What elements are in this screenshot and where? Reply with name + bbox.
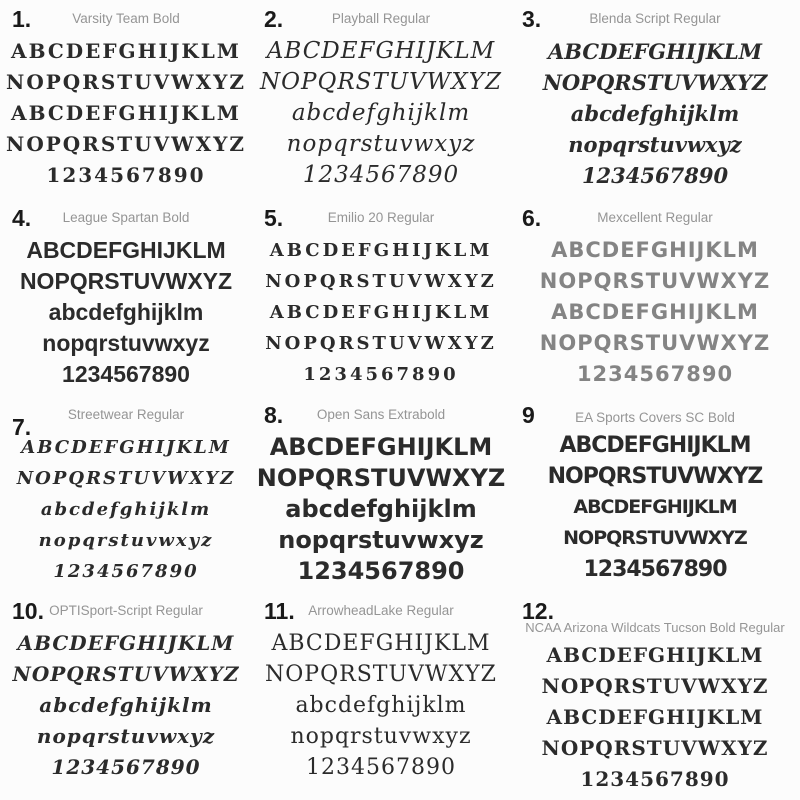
font-number: 3. bbox=[522, 6, 542, 32]
font-name-label: NCAA Arizona Wildcats Tucson Bold Regular bbox=[525, 620, 785, 635]
specimen-lines bbox=[4, 626, 248, 783]
font-cell-emilio-20 bbox=[252, 199, 510, 396]
specimen-line-lowercase-1: abcdefghijklm bbox=[295, 693, 467, 718]
font-name-label: Mexcellent Regular bbox=[597, 210, 713, 225]
specimen-line-lowercase-2: nopqrstuvwxyz bbox=[36, 724, 216, 748]
font-number: 2. bbox=[264, 6, 284, 32]
specimen-line-uppercase-2: NOPQRSTUVWXYZ bbox=[265, 271, 497, 292]
font-cell-header bbox=[4, 6, 248, 34]
specimen-line-lowercase-2: nopqrstuvwxyz bbox=[38, 530, 214, 551]
specimen-line-uppercase-4: NOPQRSTUVWXYZ bbox=[6, 132, 246, 156]
specimen-line-uppercase-3: ABCDEFGHIJKLM bbox=[546, 705, 764, 729]
font-name-label: Blenda Script Regular bbox=[589, 11, 721, 26]
specimen-lines bbox=[4, 233, 248, 390]
font-cell-varsity-team bbox=[0, 0, 252, 199]
font-number: 1. bbox=[12, 6, 32, 32]
specimen-line-digits: 1234567890 bbox=[583, 557, 727, 582]
font-name-label: EA Sports Covers SC Bold bbox=[575, 410, 735, 425]
specimen-line-uppercase-4: NOPQRSTUVWXYZ bbox=[539, 331, 771, 355]
specimen-line-uppercase-2: NOPQRSTUVWXYZ bbox=[265, 662, 497, 687]
font-cell-ea-sports-covers bbox=[510, 396, 800, 592]
specimen-line-uppercase-1: ABCDEFGHIJKLM bbox=[269, 433, 493, 461]
specimen-line-uppercase-3: ABCDEFGHIJKLM bbox=[551, 300, 759, 324]
font-cell-header bbox=[4, 205, 248, 233]
specimen-line-uppercase-2: NOPQRSTUVWXYZ bbox=[256, 464, 506, 492]
font-number: 5. bbox=[264, 205, 284, 231]
font-cell-header bbox=[4, 402, 248, 440]
specimen-line-digits: 1234567890 bbox=[46, 163, 206, 187]
specimen-line-uppercase-2: NOPQRSTUVWXYZ bbox=[6, 70, 246, 94]
font-cell-mexcellent bbox=[510, 199, 800, 396]
specimen-line-uppercase-4: NOPQRSTUVWXYZ bbox=[265, 333, 497, 354]
specimen-lines bbox=[514, 430, 796, 585]
specimen-line-uppercase-2: NOPQRSTUVWXYZ bbox=[542, 70, 768, 95]
specimen-line-lowercase-2: nopqrstuvwxyz bbox=[290, 724, 472, 749]
specimen-line-uppercase-3: ABCDEFGHIJKLM bbox=[573, 496, 737, 518]
specimen-lines bbox=[514, 640, 796, 795]
font-cell-arrowheadlake bbox=[252, 592, 510, 800]
font-number: 12. bbox=[522, 598, 554, 624]
font-cell-streetwear bbox=[0, 396, 252, 592]
specimen-line-uppercase-2: NOPQRSTUVWXYZ bbox=[19, 268, 233, 294]
font-number: 4. bbox=[12, 205, 32, 231]
specimen-line-uppercase-1: ABCDEFGHIJKLM bbox=[26, 237, 226, 263]
specimen-line-lowercase-2: nopqrstuvwxyz bbox=[568, 132, 742, 157]
specimen-line-uppercase-1: ABCDEFGHIJKLM bbox=[21, 437, 231, 458]
font-name-label: OPTISport-Script Regular bbox=[49, 603, 203, 618]
specimen-line-uppercase-3: ABCDEFGHIJKLM bbox=[269, 302, 493, 323]
specimen-line-uppercase-4: NOPQRSTUVWXYZ bbox=[541, 736, 769, 760]
font-cell-open-sans bbox=[252, 396, 510, 592]
font-cell-blenda-script bbox=[510, 0, 800, 199]
specimen-line-lowercase-1: abcdefghijklm bbox=[570, 101, 740, 126]
font-number: 7. bbox=[12, 414, 32, 440]
specimen-line-lowercase-2: nopqrstuvwxyz bbox=[286, 131, 476, 157]
font-cell-header bbox=[514, 6, 796, 34]
specimen-lines bbox=[256, 233, 506, 390]
font-cell-ncaa-arizona-wildcats bbox=[510, 592, 800, 800]
specimen-line-uppercase-3: ABCDEFGHIJKLM bbox=[11, 101, 241, 125]
font-cell-header bbox=[514, 205, 796, 233]
specimen-line-uppercase-2: NOPQRSTUVWXYZ bbox=[260, 69, 502, 95]
specimen-line-uppercase-1: ABCDEFGHIJKLM bbox=[559, 433, 751, 458]
font-name-label: Playball Regular bbox=[331, 11, 431, 26]
font-cell-playball bbox=[252, 0, 510, 199]
specimen-lines bbox=[4, 34, 248, 191]
specimen-line-digits: 1234567890 bbox=[576, 362, 734, 386]
font-cell-header bbox=[256, 598, 506, 626]
specimen-lines bbox=[256, 430, 506, 587]
font-number: 8. bbox=[264, 402, 284, 428]
specimen-line-digits: 1234567890 bbox=[51, 755, 201, 779]
specimen-line-uppercase-1: ABCDEFGHIJKLM bbox=[269, 240, 493, 261]
specimen-line-digits: 1234567890 bbox=[580, 767, 730, 791]
specimen-line-uppercase-1: ABCDEFGHIJKLM bbox=[17, 631, 235, 655]
font-name-label: ArrowheadLake Regular bbox=[308, 603, 454, 618]
specimen-lines bbox=[514, 233, 796, 390]
font-number: 10. bbox=[12, 598, 44, 624]
font-name-label: Emilio 20 Regular bbox=[327, 210, 435, 225]
specimen-line-uppercase-2: NOPQRSTUVWXYZ bbox=[547, 464, 763, 489]
font-cell-header bbox=[514, 598, 796, 640]
specimen-lines bbox=[256, 34, 506, 191]
font-cell-league-spartan bbox=[0, 199, 252, 396]
specimen-line-lowercase-1: abcdefghijklm bbox=[40, 499, 212, 520]
specimen-line-lowercase-1: abcdefghijklm bbox=[285, 495, 477, 523]
font-number: 11. bbox=[264, 598, 295, 624]
font-cell-header bbox=[256, 402, 506, 430]
specimen-line-uppercase-1: ABCDEFGHIJKLM bbox=[11, 39, 241, 63]
font-cell-optisport-script bbox=[0, 592, 252, 800]
specimen-line-uppercase-4: NOPQRSTUVWXYZ bbox=[563, 527, 747, 549]
specimen-line-uppercase-2: NOPQRSTUVWXYZ bbox=[541, 674, 769, 698]
font-cell-header bbox=[4, 598, 248, 626]
specimen-line-digits: 1234567890 bbox=[302, 162, 460, 188]
font-number: 6. bbox=[522, 205, 542, 231]
specimen-line-digits: 1234567890 bbox=[303, 364, 459, 385]
specimen-line-digits: 1234567890 bbox=[297, 557, 465, 585]
specimen-line-digits: 1234567890 bbox=[53, 561, 199, 582]
specimen-line-digits: 1234567890 bbox=[581, 163, 729, 188]
specimen-line-uppercase-1: ABCDEFGHIJKLM bbox=[547, 39, 763, 64]
specimen-line-uppercase-1: ABCDEFGHIJKLM bbox=[551, 238, 759, 262]
specimen-line-lowercase-1: abcdefghijklm bbox=[291, 100, 471, 126]
specimen-line-digits: 1234567890 bbox=[306, 755, 456, 780]
specimen-line-uppercase-1: ABCDEFGHIJKLM bbox=[546, 643, 764, 667]
specimen-line-uppercase-1: ABCDEFGHIJKLM bbox=[266, 38, 496, 64]
font-name-label: Varsity Team Bold bbox=[72, 11, 180, 26]
specimen-lines bbox=[4, 430, 248, 587]
specimen-line-uppercase-2: NOPQRSTUVWXYZ bbox=[16, 468, 236, 489]
font-name-label: Open Sans Extrabold bbox=[316, 407, 446, 422]
specimen-line-lowercase-2: nopqrstuvwxyz bbox=[278, 526, 484, 554]
specimen-line-lowercase-2: nopqrstuvwxyz bbox=[42, 330, 210, 356]
specimen-lines bbox=[514, 34, 796, 191]
specimen-lines bbox=[256, 626, 506, 783]
font-cell-header bbox=[256, 6, 506, 34]
specimen-line-uppercase-2: NOPQRSTUVWXYZ bbox=[539, 269, 771, 293]
specimen-line-lowercase-1: abcdefghijklm bbox=[39, 693, 213, 717]
specimen-line-uppercase-2: NOPQRSTUVWXYZ bbox=[12, 662, 240, 686]
specimen-line-digits: 1234567890 bbox=[62, 361, 190, 387]
font-name-label: League Spartan Bold bbox=[62, 210, 190, 225]
font-name-label: Streetwear Regular bbox=[67, 407, 185, 422]
specimen-line-uppercase-1: ABCDEFGHIJKLM bbox=[271, 631, 491, 656]
specimen-line-lowercase-1: abcdefghijklm bbox=[48, 299, 204, 325]
font-cell-header bbox=[514, 402, 796, 430]
font-cell-header bbox=[256, 205, 506, 233]
font-number: 9 bbox=[522, 402, 535, 428]
